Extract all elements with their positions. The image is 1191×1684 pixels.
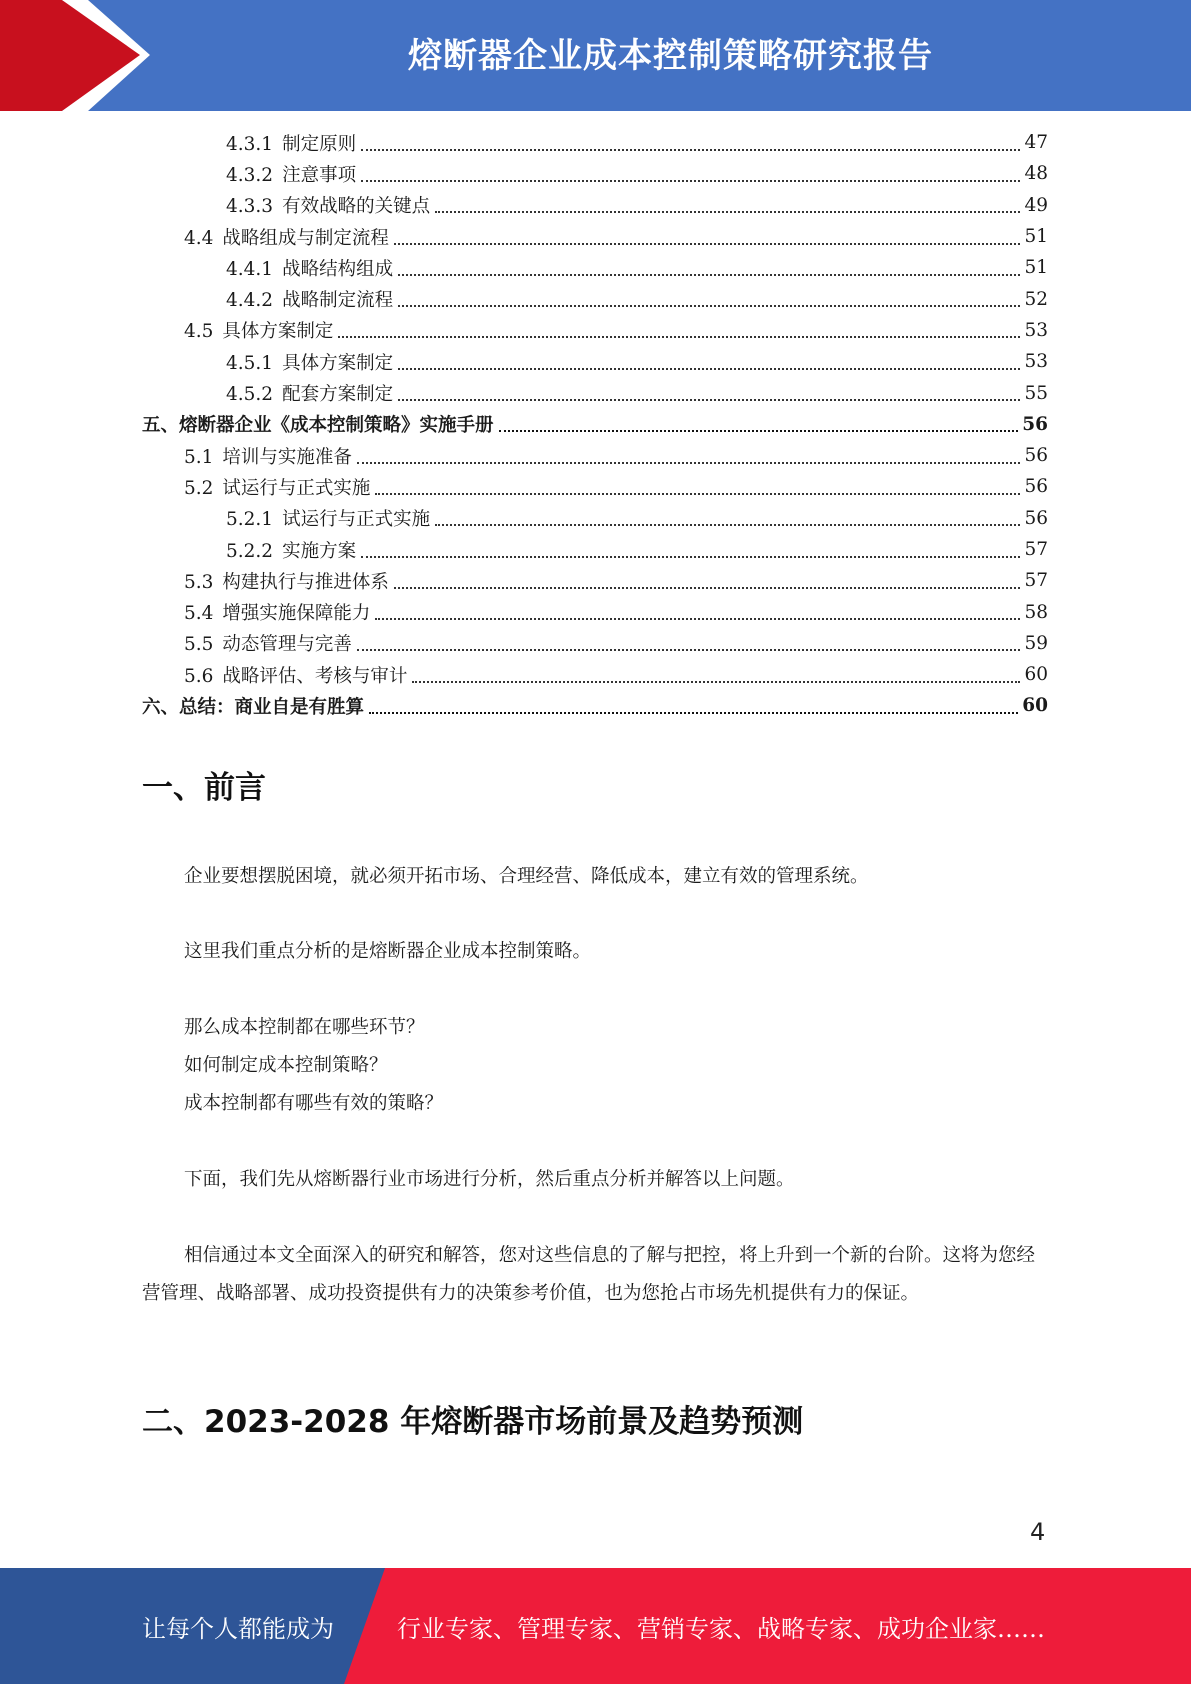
toc-entry-label (184, 568, 392, 594)
toc-entry-text: 配套方案制定 (282, 384, 394, 406)
toc-entry-number: 4.5.1 (226, 352, 274, 374)
toc-entry[interactable] (142, 158, 1048, 189)
question-line: 如何制定成本控制策略？ (184, 1055, 388, 1076)
toc-page-number: 56 (1024, 507, 1048, 529)
toc-entry-text: 战略评估、考核与审计 (222, 665, 408, 687)
toc-entry-label (226, 286, 396, 312)
toc-entry-label (142, 693, 367, 719)
table-of-contents (142, 127, 1048, 722)
toc-leader-dots (375, 618, 1020, 620)
question-line: 成本控制都有哪些有效的策略？ (184, 1093, 444, 1114)
toc-entry-text: 有效战略的关键点 (282, 196, 431, 218)
toc-page-number: 52 (1024, 288, 1048, 310)
question-line: 那么成本控制都在哪些环节？ (184, 1017, 425, 1038)
toc-entry-number: 5.4 (184, 603, 214, 625)
toc-entry-number: 4.3.1 (226, 133, 274, 155)
toc-entry-label (184, 224, 392, 250)
toc-entry-text: 战略组成与制定流程 (222, 227, 389, 249)
toc-page-number: 49 (1024, 194, 1048, 216)
toc-page-number: 59 (1024, 632, 1048, 654)
toc-leader-dots (398, 305, 1020, 307)
page-number: 4 (1030, 1518, 1046, 1546)
toc-entry-label (226, 130, 359, 156)
toc-entry[interactable] (142, 659, 1048, 690)
toc-leader-dots (361, 149, 1020, 151)
toc-entry-text: 五、熔断器企业《成本控制策略》实施手册 (142, 415, 494, 437)
toc-entry-text: 动态管理与完善 (222, 634, 352, 656)
toc-leader-dots (357, 462, 1021, 464)
toc-page-number: 57 (1024, 570, 1048, 592)
toc-entry[interactable] (142, 315, 1048, 346)
toc-leader-dots (435, 524, 1020, 526)
footer-slogan-right: 行业专家、管理专家、营销专家、战略专家、成功企业家…… (397, 1614, 1045, 1643)
toc-entry-text: 培训与实施准备 (222, 446, 352, 468)
toc-entry[interactable] (142, 252, 1048, 283)
toc-leader-dots (375, 493, 1020, 495)
toc-entry-label (226, 349, 396, 375)
toc-entry-label (184, 474, 373, 500)
toc-entry-label (184, 599, 373, 625)
toc-chapter-entry[interactable] (142, 409, 1048, 440)
toc-page-number: 56 (1024, 445, 1048, 467)
toc-entry[interactable] (142, 440, 1048, 471)
toc-entry-number: 4.4.2 (226, 290, 274, 312)
toc-entry-label (226, 161, 359, 187)
paragraph: 这里我们重点分析的是熔断器企业成本控制策略。 (184, 941, 592, 962)
toc-entry-number: 5.3 (184, 571, 214, 593)
toc-entry-number: 4.5 (184, 321, 214, 343)
toc-entry[interactable] (142, 346, 1048, 377)
toc-leader-dots (398, 274, 1020, 276)
toc-page-number: 53 (1024, 319, 1048, 341)
toc-entry-number: 4.4.1 (226, 258, 274, 280)
paragraph: 下面，我们先从熔断器行业市场进行分析，然后重点分析并解答以上问题。 (184, 1169, 795, 1190)
toc-entry-label (226, 255, 396, 281)
toc-leader-dots (435, 211, 1020, 213)
toc-entry[interactable] (142, 221, 1048, 252)
toc-leader-dots (499, 430, 1019, 432)
section-heading-market-forecast: 二、2023-2028 年熔断器市场前景及趋势预测 (142, 1404, 804, 1440)
toc-page-number: 51 (1024, 257, 1048, 279)
page-header (0, 0, 1191, 111)
toc-leader-dots (357, 649, 1021, 651)
toc-entry-number: 5.1 (184, 446, 214, 468)
toc-leader-dots (394, 587, 1021, 589)
toc-entry-label (142, 411, 497, 437)
toc-leader-dots (369, 712, 1018, 714)
toc-entry-text: 战略结构组成 (282, 258, 394, 280)
toc-entry[interactable] (142, 190, 1048, 221)
toc-page-number: 48 (1024, 163, 1048, 185)
toc-entry-number: 4.3.3 (226, 196, 274, 218)
toc-entry-number: 5.5 (184, 634, 214, 656)
paragraph: 企业要想摆脱困境，就必须开拓市场、合理经营、降低成本，建立有效的管理系统。 (184, 866, 869, 887)
toc-chapter-entry[interactable] (142, 690, 1048, 721)
toc-entry-text: 构建执行与推进体系 (222, 571, 389, 593)
toc-entry-text: 试运行与正式实施 (222, 477, 371, 499)
toc-entry-number: 4.3.2 (226, 164, 274, 186)
toc-entry-number: 4.4 (184, 227, 214, 249)
toc-page-number: 47 (1024, 132, 1048, 154)
toc-entry[interactable] (142, 471, 1048, 502)
toc-entry[interactable] (142, 127, 1048, 158)
toc-entry-label (226, 537, 359, 563)
toc-leader-dots (361, 180, 1020, 182)
toc-entry[interactable] (142, 534, 1048, 565)
toc-leader-dots (398, 368, 1020, 370)
toc-page-number: 53 (1024, 351, 1048, 373)
toc-entry[interactable] (142, 628, 1048, 659)
toc-entry-number: 4.5.2 (226, 384, 274, 406)
toc-leader-dots (361, 556, 1020, 558)
toc-entry-label (226, 192, 433, 218)
report-title: 熔断器企业成本控制策略研究报告 (408, 35, 933, 76)
toc-entry-label (184, 630, 355, 656)
header-red-arrow-decoration (0, 0, 150, 111)
toc-entry-label (226, 380, 396, 406)
page-footer (0, 1568, 1191, 1684)
toc-entry-number: 5.2.1 (226, 509, 274, 531)
toc-entry[interactable] (142, 596, 1048, 627)
toc-entry[interactable] (142, 377, 1048, 408)
toc-entry-label (184, 317, 336, 343)
toc-entry[interactable] (142, 565, 1048, 596)
toc-page-number: 60 (1022, 695, 1048, 717)
toc-page-number: 56 (1022, 413, 1048, 435)
toc-entry[interactable] (142, 283, 1048, 314)
paragraph: 相信通过本文全面深入的研究和解答，您对这些信息的了解与把控，将上升到一个新的台阶。这将为您经营管理、战略部署、成功投资提供有力的决策参考价值，也为您抢占市场先机提供有力的保证。 (142, 1245, 1036, 1304)
toc-entry-number: 5.2.2 (226, 540, 274, 562)
toc-entry-text: 具体方案制定 (222, 321, 334, 343)
toc-entry-number: 5.6 (184, 665, 214, 687)
section-heading-preface: 一、前言 (142, 770, 266, 806)
toc-entry[interactable] (142, 503, 1048, 534)
toc-page-number: 55 (1024, 382, 1048, 404)
toc-page-number: 58 (1024, 601, 1048, 623)
toc-entry-label (184, 443, 355, 469)
toc-leader-dots (398, 399, 1020, 401)
toc-page-number: 56 (1024, 476, 1048, 498)
toc-leader-dots (394, 243, 1021, 245)
footer-slogan-left: 让每个人都能成为 (142, 1614, 334, 1643)
toc-page-number: 57 (1024, 539, 1048, 560)
toc-page-number: 60 (1024, 664, 1048, 686)
toc-entry-label (184, 662, 410, 688)
toc-entry-label (226, 505, 433, 531)
toc-leader-dots (338, 336, 1020, 338)
toc-entry-text: 试运行与正式实施 (282, 509, 431, 531)
toc-entry-text: 六、总结：商业自是有胜算 (142, 696, 365, 718)
toc-entry-text: 战略制定流程 (282, 290, 394, 312)
toc-entry-number: 5.2 (184, 477, 214, 499)
toc-entry-text: 具体方案制定 (282, 352, 394, 374)
toc-entry-text: 增强实施保障能力 (222, 603, 371, 625)
toc-entry-text: 注意事项 (282, 164, 357, 186)
toc-entry-text: 制定原则 (282, 133, 357, 155)
toc-leader-dots (412, 681, 1020, 683)
toc-page-number: 51 (1024, 226, 1048, 248)
header-red-shape (0, 0, 150, 111)
toc-entry-text: 实施方案 (282, 540, 357, 562)
